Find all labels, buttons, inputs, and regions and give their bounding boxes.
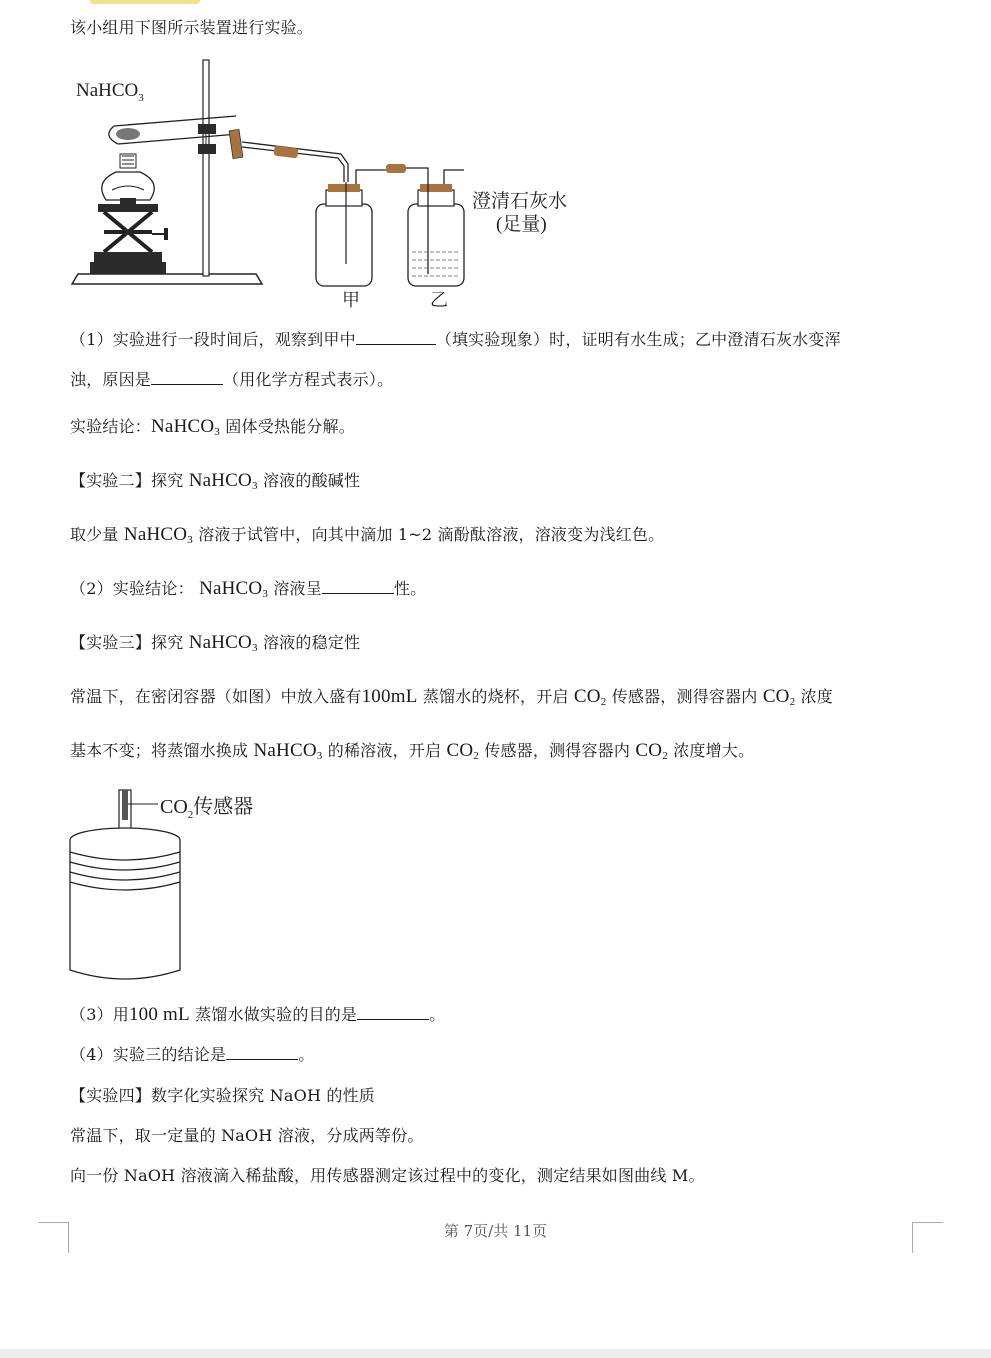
answer-blank-1a[interactable] xyxy=(356,329,436,345)
limewater-label: 澄清石灰水 xyxy=(472,191,568,212)
experiment-4-heading: 【实验四】数字化实验探究 NaOH 的性质 xyxy=(70,1086,375,1105)
heating-apparatus-figure xyxy=(66,52,586,317)
question-3: （3）用100 mL 蒸馏水做实验的目的是 。 xyxy=(70,1004,446,1025)
conclusion-1: 实验结论：NaHCO$_3$ 固体受热能分解。 xyxy=(70,416,355,438)
experiment-3-description-2: 基本不变；将蒸馏水换成 NaHCO$_3$ 的稀溶液，开启 $CO_2$ 传感器，测得容器内 $CO_2$ 浓度增大。 xyxy=(70,740,755,762)
co2-sensor-label: $CO_2$传感器 xyxy=(160,796,254,821)
experiment-4-description-1: 常温下，取一定量的 NaOH 溶液，分成两等份。 xyxy=(70,1126,424,1145)
reagent-label: NaHCO$_3$ xyxy=(76,80,144,104)
question-4: （4）实验三的结论是 。 xyxy=(70,1045,315,1064)
bottle-a-label: 甲 xyxy=(342,290,360,310)
limewater-note: (足量) xyxy=(496,214,547,235)
answer-blank-1b[interactable] xyxy=(151,369,223,385)
answer-blank-4[interactable] xyxy=(226,1044,298,1060)
sealed-container-figure xyxy=(66,782,286,987)
top-highlight-mark xyxy=(90,0,200,4)
question-1-line-2: 浊，原因是 （用化学方程式表示）。 xyxy=(70,370,394,389)
page-footer: 第 7页/共 11页 xyxy=(443,1222,548,1240)
bottle-b-label: 乙 xyxy=(430,290,448,310)
question-1-line-1: （1）实验进行一段时间后，观察到甲中 （填实验现象）时，证明有水生成；乙中澄清石灰水变浑 xyxy=(70,330,841,349)
answer-blank-2[interactable] xyxy=(322,578,394,594)
experiment-4-description-2: 向一份 NaOH 溶液滴入稀盐酸，用传感器测定该过程中的变化，测定结果如图曲线 M。 xyxy=(70,1166,705,1185)
experiment-2-description: 取少量 NaHCO$_3$ 溶液于试管中，向其中滴加 1~2 滴酚酞溶液，溶液变为浅红色。 xyxy=(70,524,665,546)
question-2: （2）实验结论： NaHCO$_3$ 溶液呈 性。 xyxy=(70,578,427,600)
intro-text: 该小组用下图所示装置进行实验。 xyxy=(70,18,314,37)
page-bottom-edge xyxy=(0,1349,991,1358)
answer-blank-3[interactable] xyxy=(357,1004,429,1020)
experiment-2-heading: 【实验二】探究 NaHCO$_3$ 溶液的酸碱性 xyxy=(70,470,361,492)
experiment-3-heading: 【实验三】探究 NaHCO$_3$ 溶液的稳定性 xyxy=(70,632,361,654)
experiment-3-description-1: 常温下，在密闭容器（如图）中放入盛有100mL 蒸馏水的烧杯，开启 $CO_2$ 传感器，测得容器内 $CO_2$ 浓度 xyxy=(70,686,834,708)
